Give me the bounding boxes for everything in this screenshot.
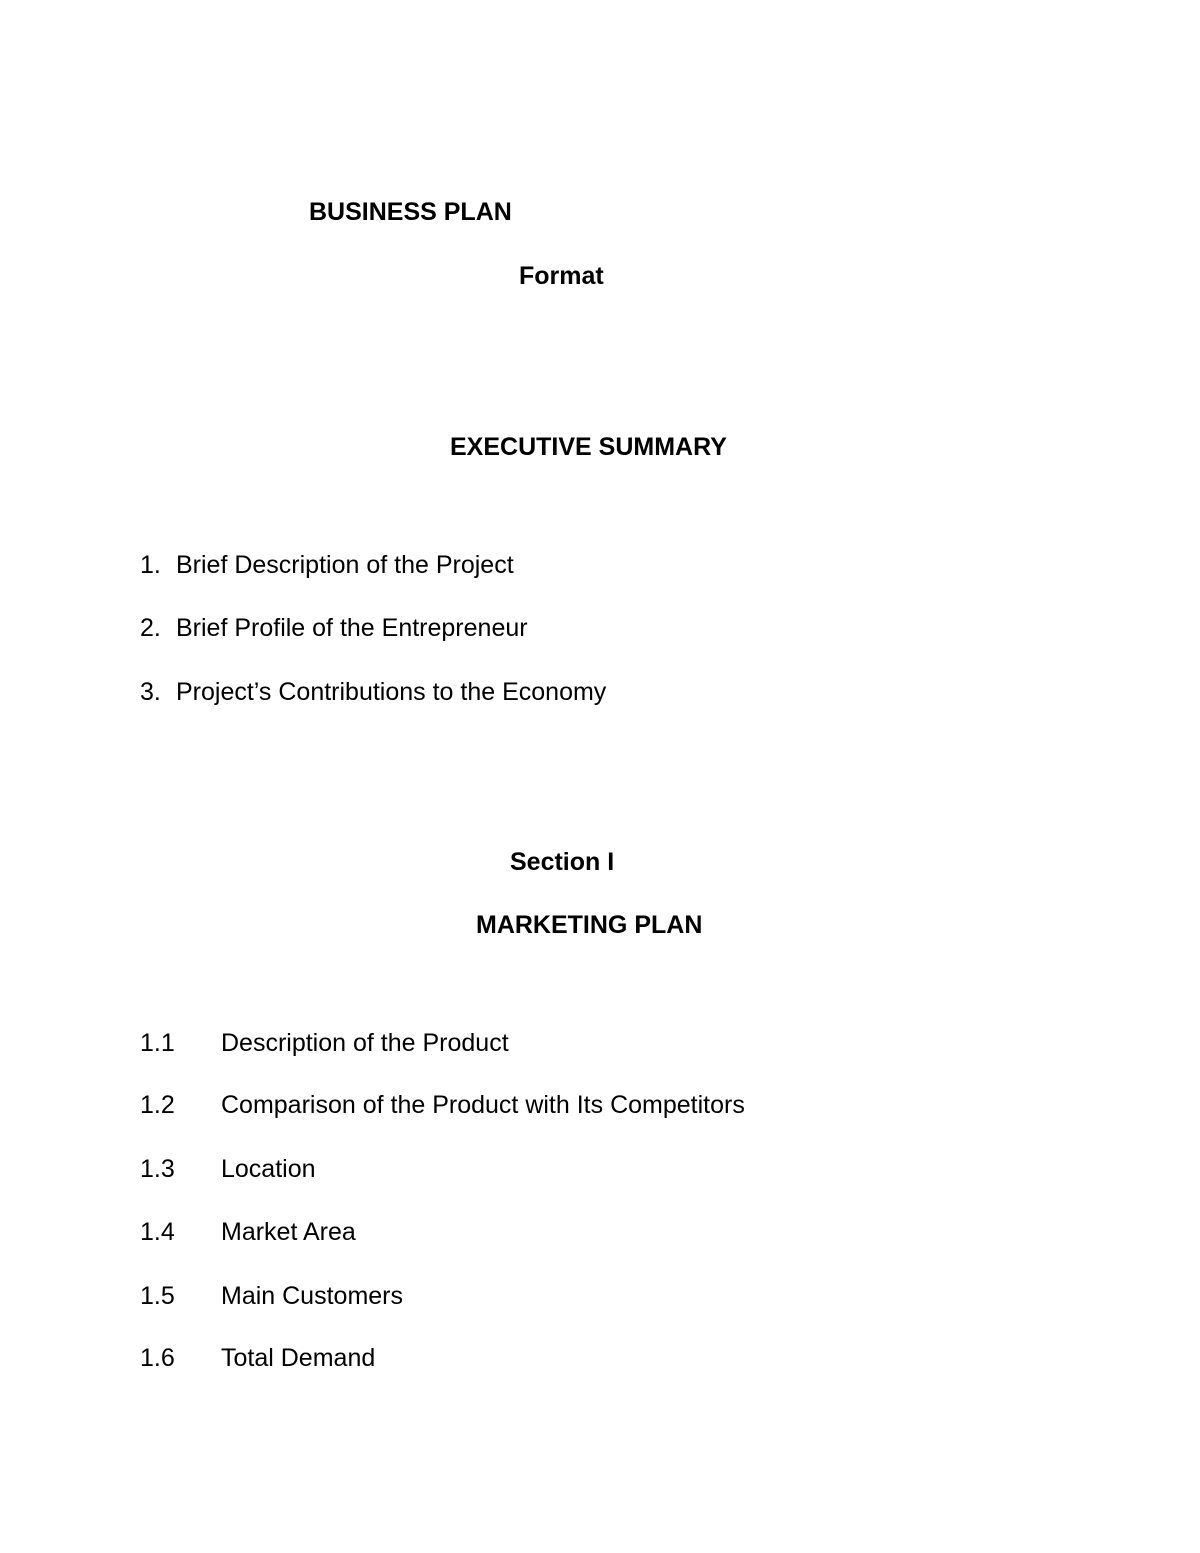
- list-item-text: Location: [221, 1155, 316, 1183]
- list-item-text: Total Demand: [221, 1344, 376, 1372]
- list-item-text: Comparison of the Product with Its Competitors: [221, 1091, 745, 1119]
- list-item-text: Main Customers: [221, 1282, 403, 1310]
- list-item-text: Project’s Contributions to the Economy: [176, 678, 607, 706]
- list-item-number: 1.6: [140, 1344, 175, 1372]
- executive-summary-heading: EXECUTIVE SUMMARY: [450, 433, 727, 461]
- section-label: Section I: [510, 848, 615, 876]
- document-subtitle: Format: [519, 262, 604, 290]
- list-item-number: 1.: [140, 551, 161, 579]
- list-item-text: Brief Description of the Project: [176, 551, 514, 579]
- section-heading: MARKETING PLAN: [476, 911, 703, 939]
- list-item-number: 2.: [140, 614, 161, 642]
- list-item-text: Description of the Product: [221, 1029, 509, 1057]
- list-item-text: Brief Profile of the Entrepreneur: [176, 614, 528, 642]
- list-item-text: Market Area: [221, 1218, 356, 1246]
- list-item-number: 1.1: [140, 1029, 175, 1057]
- document-title: BUSINESS PLAN: [309, 198, 512, 226]
- list-item-number: 1.4: [140, 1218, 175, 1246]
- list-item-number: 3.: [140, 678, 161, 706]
- list-item-number: 1.3: [140, 1155, 175, 1183]
- list-item-number: 1.5: [140, 1282, 175, 1310]
- list-item-number: 1.2: [140, 1091, 175, 1119]
